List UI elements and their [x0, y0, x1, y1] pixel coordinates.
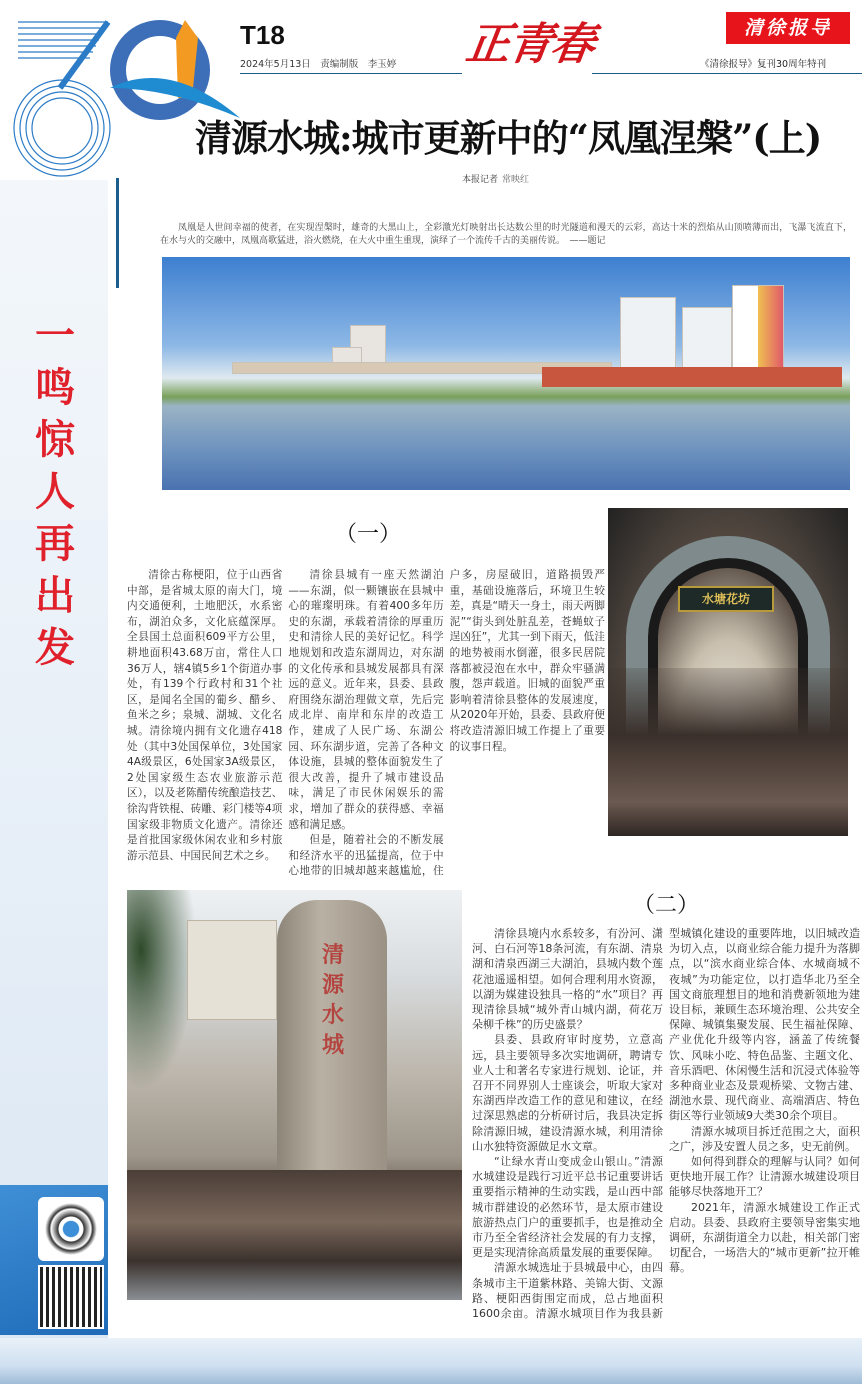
epigraph: 凤凰是人世间幸福的使者，在实现涅槃时，雄奇的大黑山上，全彩激光灯映射出长达数公里的时光隧道和漫天的云彩，高达十米的烈焰从山顶喷薄而出，飞瀑飞流直下，在水与火的交融中，凤凰高歌猛进，浴火燃烧，在大火中重生重现，演绎了一个流传千古的美丽传说。 ——题记 — [160, 223, 852, 246]
lake-city-photo — [162, 257, 850, 490]
byline-author: 常映红 — [502, 175, 530, 185]
crowd — [127, 1170, 462, 1300]
newspaper-logo: 清徐报导 — [726, 12, 850, 44]
byline — [462, 172, 529, 185]
dateline: 2024年5月13日 责编制版 李玉婷 — [240, 59, 397, 70]
section-heading-2: （二） — [633, 893, 700, 918]
rock-inscription: 清源水城 — [322, 942, 345, 1058]
paragraph: “让绿水青山变成金山银山。”清源水城建设是践行习近平总书记重要讲话重要指示精神的生动实践，是山西中部城市群建设的必然环节，是太原市建设旅游热点门户的重要抓手，也是推动全市乃至全省经济社会发展的有力支撑，更是实现清徐高质量发展的重要保障。 — [472, 1155, 663, 1260]
wechat-qr-code-icon[interactable] — [38, 1265, 104, 1329]
crowd — [608, 668, 848, 836]
paragraph: 清源水城项目拆迁范围之大，面积之广，涉及安置人员之多，史无前例。 — [669, 1124, 860, 1153]
brand-calligraphy-title: 正青春 — [462, 19, 597, 70]
section-1-body — [127, 568, 605, 882]
city-skyline-footer — [0, 1338, 862, 1384]
paragraph: 但是，随着社会的不断发展和经济水平的迅猛提高，位于中心地带的旧城却越来越尴尬，住户多，房屋破旧，道路损毁严重，基础设施落后，环境卫生较差，真是“晴天一身土，雨天两脚泥”“街头到处脏乱差，苍蝇蚊子逞凶狂”，尤其一到下雨天，低洼的地势被雨水倒灌，很多民居院落都被浸泡在水中，群众牢骚满腹，怨声载道。旧城的面貌严重影响着清徐县整体的发展速度，从2020年开始，县委、县政府便将改造清源旧城工作提上了重要的议事日程。 — [288, 569, 605, 878]
rock-monument-crowd-photo — [127, 890, 462, 1300]
page-number: T18 — [240, 20, 285, 50]
divider — [116, 178, 119, 288]
douyin-qr-code-icon[interactable] — [38, 1197, 104, 1261]
vertical-slogan: 一鸣惊人再出发 — [35, 312, 75, 671]
header-rule — [592, 73, 862, 74]
qr-code-panel — [0, 1185, 108, 1335]
header-rule — [240, 73, 462, 74]
paragraph: 清徐县城有一座天然湖泊——东湖，似一颗镶嵌在县城中心的璀璨明珠。有着400多年历史的东湖，承载着清徐的厚重历史和清徐人民的美好记忆。科学地规划和改造东湖周边，对东湖的文化传承和县城发展都具有深远的意义。近年来，县委、县政府围绕东湖治理做文章，先后完成北岸、南岸和东岸的改造工作，建成了人民广场、东湖公园、环东湖步道，完善了各种文体设施，县城的整体面貌发生了很大改善，提升了城市建设品味，满足了市民休闲娱乐的需求，增加了群众的获得感、幸福感和满足感。 — [288, 569, 444, 831]
paragraph: 县委、县政府审时度势，立意高远，县主要领导多次实地调研，聘请专业人士和著名专家进行规划、论证，并召开不同界别人士座谈会，听取大家对东湖西岸改造工作的意见和建议，在经过深思熟虑的分析研讨后，我县决定拆除清源旧城，建设清源水城，利用清徐山水独特资源做足水文章。 — [472, 1033, 663, 1153]
paragraph: 清徐县境内水系较多，有汾河、潇河、白石河等18条河流，有东湖、清泉湖和清泉西湖三大湖泊，县城内数个莲花池遥遥相望。如何合理利用水资源，以湖为媒建设独具一格的“水”项目？再现清徐县城“城外青山城内湖，荷花万朵柳千株”的历史盛景？ — [472, 927, 663, 1032]
paragraph: 如何得到群众的理解与认同？如何更快地开展工作？让清源水城建设项目能够尽快落地开工？ — [669, 1155, 860, 1199]
paragraph: 2021年，清源水城建设工作正式启动。县委、县政府主要领导密集实地调研，东湖街道全力以赴，相关部门密切配合，一场浩大的“城市更新”拉开帷幕。 — [669, 1200, 860, 1275]
byline-label: 本报记者 — [462, 175, 499, 185]
arch-sign: 水塘花坊 — [678, 586, 774, 612]
special-edition-label: 《清徐报导》复刊30周年特刊 — [700, 59, 827, 70]
arch-crowd-photo — [608, 508, 848, 836]
section-2-body — [472, 926, 860, 1334]
section-heading-1: （一） — [335, 522, 402, 547]
paragraph: 清源水城选址于县城最中心，由四条城市主干道紫林路、美锦大街、文源路、梗阳西街围定而成，总占地面积1600余亩。清源水城项目作为我县新型城镇化建设的重要阵地，以旧城改造为切入点，以商业综合能力提升为落脚点，以“滨水商业综合体、水城商城不夜城”为功能定位，以打造华北乃至全国文商旅理想目的地和消费新领地为建设目标，兼顾生态环境治理、公共安全保障、城镇集聚发展、民生福祉保障、产业优化升级等内容，涵盖了传统餐饮、风味小吃、特色品鉴、主题文化、音乐酒吧、休闲慢生活和沉浸式体验等多种商业业态及景观桥梁、文物古建、湖池水景、现代商业、高端酒店、特色街区等行业领域9大类30余个项目。 — [472, 927, 860, 1321]
paragraph: 清徐古称梗阳，位于山西省中部，是省城太原的南大门，境内交通便利，土地肥沃，水系密布，湖泊众多，文化底蕴深厚。全县国土总面积609平方公里，耕地面积43.68万亩，常住人口36万人，辖4镇5乡1个街道办事处，有139个行政村和31个社区，是闻名全国的葡乡、醋乡、鱼米之乡；泉城、湖城、文化名城。清徐境内拥有文化遗存418处（其中3处国保单位，3处国家4A级景区，6处国家3A级景区，2处国家级生态农业旅游示范区），以及老陈醋传统酿造技艺、徐沟背铁棍、砖雕、彩门楼等4项国家级非物质文化遗产。清徐还是首批国家级休闲农业和乡村旅游示范县、中国民间艺术之乡。 — [127, 569, 283, 862]
article-headline: 清源水城:城市更新中的“凤凰涅槃”(上) — [195, 116, 822, 160]
